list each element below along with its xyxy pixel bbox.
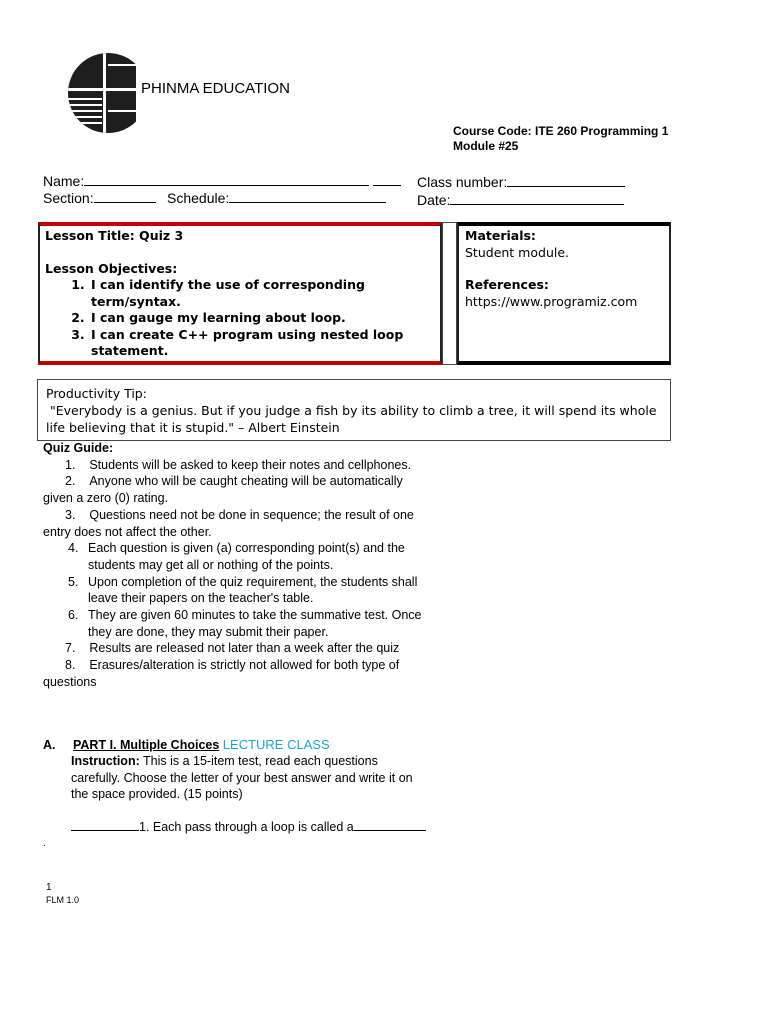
- guide-item: 1. Students will be asked to keep their notes and cellphones.: [65, 457, 412, 472]
- course-info: [453, 124, 668, 154]
- date-label: Date:: [417, 192, 451, 208]
- lesson-content: [45, 228, 435, 360]
- guide-item: 6. They are given 60 minutes to take the summative test. Once they are done, they may submit their paper.: [68, 608, 422, 639]
- materials-heading: Materials:: [465, 228, 536, 243]
- materials-value: Student module.: [465, 244, 569, 260]
- lesson-title: Lesson Title: Quiz 3: [45, 228, 184, 243]
- guide-item: 8. Erasures/alteration is strictly not allowed for both type of questions: [43, 658, 400, 689]
- question-1[interactable]: [71, 817, 426, 834]
- references-link[interactable]: https://www.programiz.com: [465, 293, 638, 309]
- quiz-guide: [43, 440, 423, 691]
- phinma-logo: [68, 52, 136, 134]
- guide-item: 3. Questions need not be done in sequence; the result of one entry does not affect the other.: [43, 507, 414, 539]
- class-number-field[interactable]: [417, 173, 625, 191]
- section-field[interactable]: [43, 189, 156, 207]
- form-code: FLM 1.0: [46, 895, 80, 905]
- guide-item: 4. Each question is given (a) corresponding point(s) and the students may get all or nothing of the points.: [68, 541, 405, 572]
- objectives-heading: Lesson Objectives:: [45, 260, 178, 276]
- date-field[interactable]: [417, 191, 624, 209]
- name-field[interactable]: [43, 172, 401, 190]
- materials-content: [465, 228, 665, 310]
- instruction-label: Instruction:: [71, 754, 140, 768]
- part1-instruction: [71, 753, 421, 803]
- section-label: Section:: [43, 190, 94, 206]
- course-code: Course Code: ITE 260 Programming 1: [453, 124, 669, 138]
- guide-item: 5. Upon completion of the quiz requirement, the students shall leave their papers on the teacher's table.: [68, 574, 418, 606]
- instruction-text: This is a 15-item test, read each questions carefully. Choose the letter of your best answer and write it on the space provided. (15 points): [71, 754, 413, 801]
- part1-title: PART I. Multiple Choices: [73, 738, 220, 752]
- objectives-list: [45, 277, 435, 360]
- objective-item: 2. I can gauge my learning about loop.: [89, 310, 435, 327]
- tip-content: [46, 385, 666, 436]
- page-number: 1: [46, 882, 52, 893]
- class-number-label: Class number:: [417, 174, 508, 190]
- quiz-guide-heading: Quiz Guide:: [43, 441, 114, 455]
- module-number: Module #25: [453, 139, 519, 153]
- question-1-text: 1. Each pass through a loop is called a: [139, 820, 354, 834]
- tip-heading: Productivity Tip:: [46, 386, 147, 401]
- schedule-label: Schedule:: [167, 190, 230, 206]
- objective-item: 3. I can create C++ program using nested loop statement.: [89, 327, 435, 360]
- schedule-field[interactable]: [167, 189, 386, 207]
- org-name: PHINMA EDUCATION: [141, 80, 290, 97]
- references-heading: References:: [465, 277, 549, 292]
- part1-letter: A.: [43, 738, 56, 752]
- stray-dot: .: [43, 838, 46, 849]
- part1-heading: [43, 737, 443, 754]
- name-label: Name:: [43, 173, 85, 189]
- lecture-class-tag: LECTURE CLASS: [222, 737, 330, 752]
- objective-item: 1. I can identify the use of corresponding term/syntax.: [89, 277, 435, 310]
- tip-quote: "Everybody is a genius. But if you judge a fish by its ability to climb a tree, it will spend its whole life believing that it is stupid." – Albert Einstein: [46, 403, 657, 435]
- guide-item: 7. Results are released not later than a week after the quiz: [65, 641, 400, 656]
- separator-box: [442, 222, 457, 365]
- guide-item: 2. Anyone who will be caught cheating will be automatically given a zero (0) rating.: [43, 474, 403, 506]
